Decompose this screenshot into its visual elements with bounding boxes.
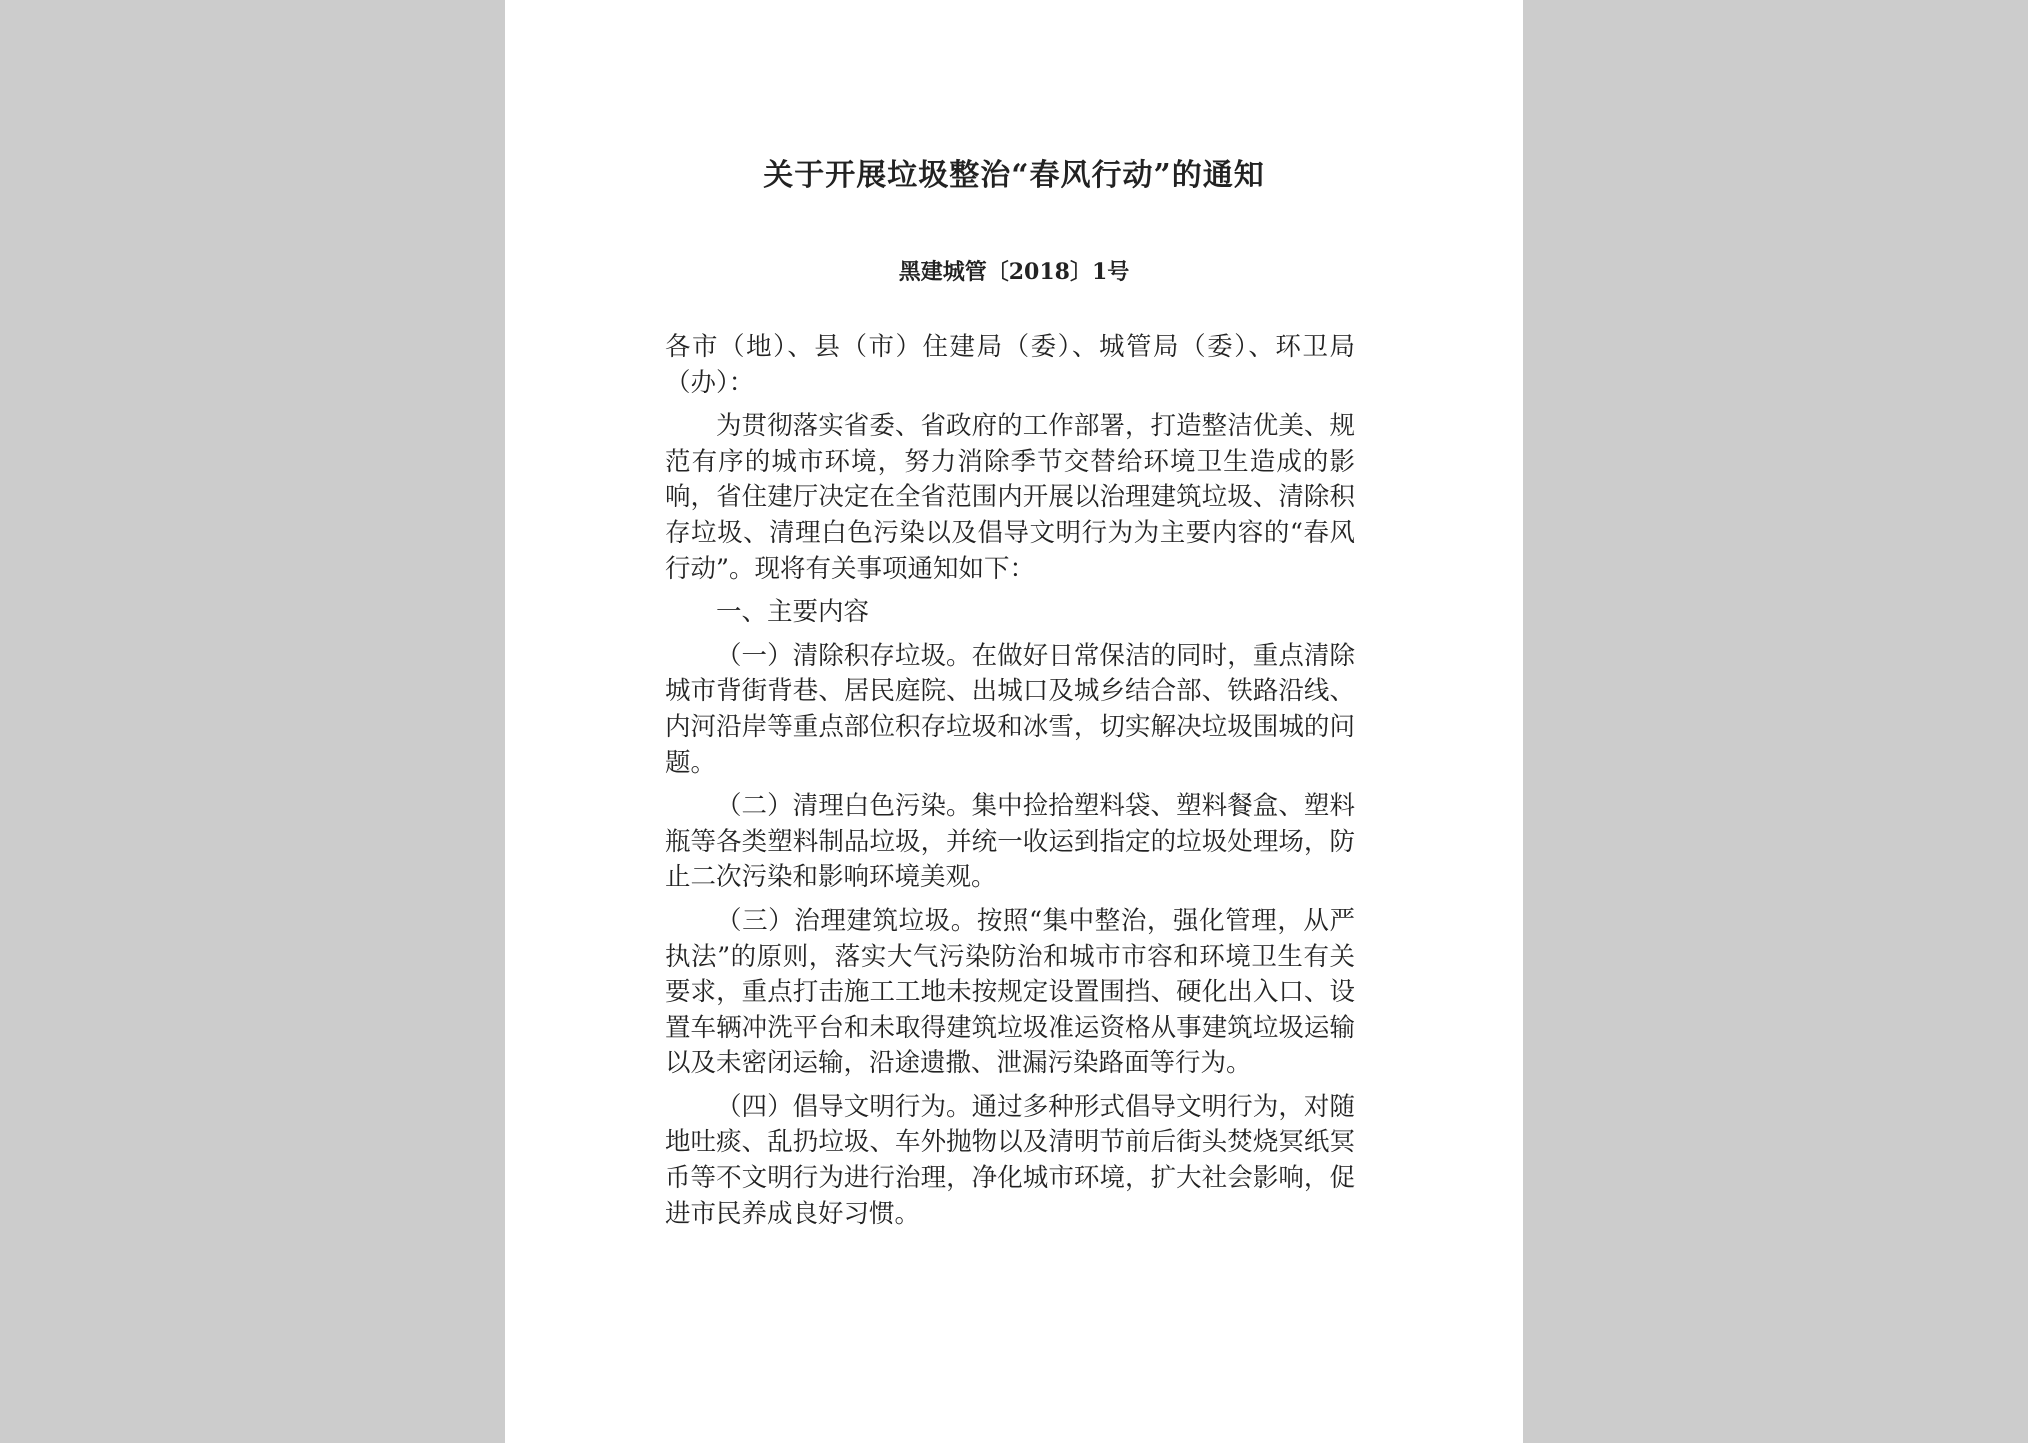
paragraph-intro: 为贯彻落实省委、省政府的工作部署，打造整洁优美、规范有序的城市环境，努力消除季节交替给环境卫生造成的影响，省住建厅决定在全省范围内开展以治理建筑垃圾、清除积存垃圾、清理白色污染以及倡导文明行为为主要内容的“春风行动”。现将有关事项通知如下： [665, 411, 1355, 584]
paragraph-item-1: （一）清除积存垃圾。在做好日常保洁的同时，重点清除城市背街背巷、居民庭院、出城口及城乡结合部、铁路沿线、内河沿岸等重点部位积存垃圾和冰雪，切实解决垃圾围城的问题。 [665, 640, 1355, 778]
salutation: 各市（地）、县（市）住建局（委）、城管局（委）、环卫局（办）： [665, 332, 1355, 398]
document-body [665, 330, 1355, 1240]
paragraph-item-3: （三）治理建筑垃圾。按照“集中整治，强化管理，从严执法”的原则，落实大气污染防治和城市市容和环境卫生有关要求，重点打击施工工地未按规定设置围挡、硬化出入口、设置车辆冲洗平台和未取得建筑垃圾准运资格从事建筑垃圾运输以及未密闭运输，沿途遗撒、泄漏污染路面等行为。 [665, 905, 1355, 1079]
paragraph-item-2: （二）清理白色污染。集中捡拾塑料袋、塑料餐盒、塑料瓶等各类塑料制品垃圾，并统一收运到指定的垃圾处理场，防止二次污染和影响环境美观。 [665, 791, 1355, 893]
document-title: 关于开展垃圾整治“春风行动”的通知 [763, 158, 1265, 193]
document-number: 黑建城管〔2018〕1号 [898, 259, 1130, 285]
section-heading-main-content: 一、主要内容 [716, 597, 870, 628]
paragraph-item-4: （四）倡导文明行为。通过多种形式倡导文明行为，对随地吐痰、乱扔垃圾、车外抛物以及清明节前后街头焚烧冥纸冥币等不文明行为进行治理，净化城市环境，扩大社会影响，促进市民养成良好习惯。 [665, 1091, 1355, 1229]
document-page [505, 0, 1523, 1443]
